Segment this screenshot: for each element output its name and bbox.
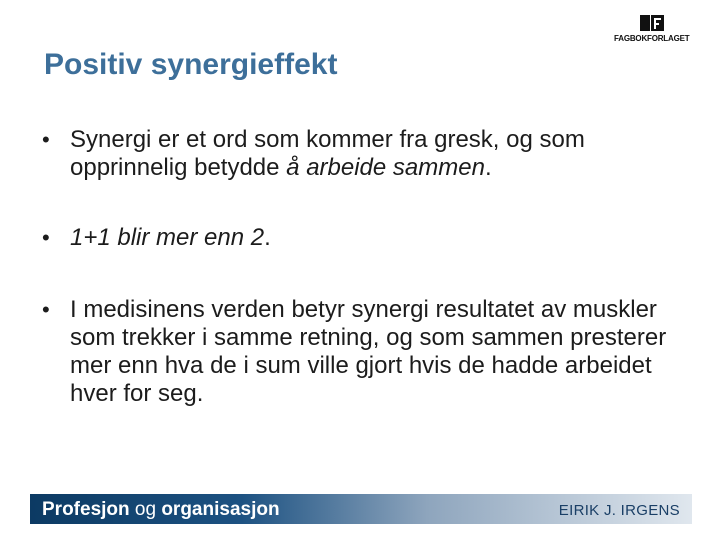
book-title-connector: og — [134, 499, 157, 520]
slide-title: Positiv synergieffekt — [44, 48, 338, 81]
publisher-logo-text: FAGBOKFORLAGET — [614, 34, 690, 43]
publisher-logo — [614, 14, 690, 48]
bullet-item — [40, 126, 700, 182]
bullet-list — [40, 126, 700, 408]
bullet-item — [40, 296, 700, 408]
book-title-part: Profesjon — [42, 499, 135, 520]
book-f-icon — [640, 14, 664, 32]
bullet-italic-text: 1+1 blir mer enn 2 — [70, 224, 265, 251]
bullet-end: . — [264, 224, 271, 251]
footer-banner — [30, 494, 692, 524]
bullet-item — [40, 224, 700, 252]
bullet-text: I medisinens verden betyr synergi resultatet av muskler som trekker i samme retning, og som sammen presterer mer enn hva de i sum ville gjort hvis de hadde arbeidet hver for seg. — [70, 296, 667, 407]
author-name: EIRIK J. IRGENS — [558, 502, 680, 519]
book-title-part: organisasjon — [156, 499, 280, 520]
bullet-end: . — [484, 154, 492, 181]
bullet-text: Synergi er et ord som kommer fra gresk, og som opprinnelig betydde — [70, 126, 585, 181]
book-title — [42, 499, 280, 521]
bullet-italic-text: å arbeide sammen — [286, 154, 485, 181]
